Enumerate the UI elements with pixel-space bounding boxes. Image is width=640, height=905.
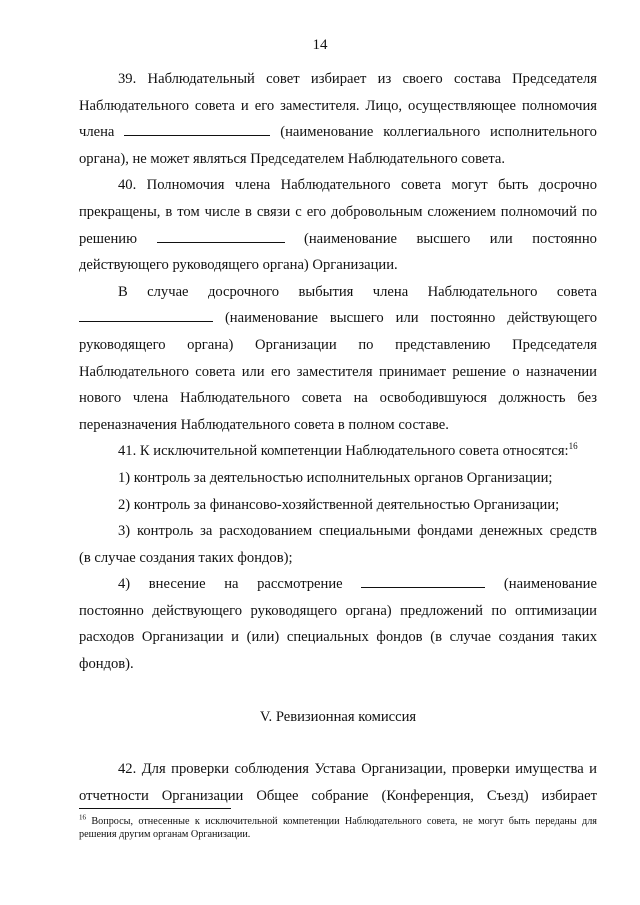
- footnote-mark: 16: [79, 813, 86, 822]
- paragraph-early-exit-line-1: В случае досрочного выбытия члена Наблюдательного совета: [118, 283, 597, 300]
- document-body: [79, 66, 597, 809]
- paragraph-41-intro-text: 41. К исключительной компетенции Наблюдательного совета относятся:: [118, 443, 569, 460]
- paragraph-40-line-4: действующего руководящего органа) Организации.: [79, 257, 398, 274]
- paragraph-42-line-2: отчетности Организации Общее собрание (Конференция, Съезд) избирает: [79, 787, 597, 804]
- paragraph-39-line-2: Наблюдательного совета и его заместителя. Лицо, осуществляющее полномочия: [79, 97, 597, 114]
- list-item-4-text: 4) внесение на рассмотрение: [118, 576, 343, 593]
- blank-field: [124, 120, 270, 136]
- paragraph-early-exit-line-2: [79, 305, 597, 332]
- list-item-4-note: (наименование: [503, 576, 597, 593]
- section-heading: V. Ревизионная комиссия: [259, 708, 417, 725]
- paragraph-early-exit-line-4: Наблюдательного совета или его заместителя принимает решение о назначении: [79, 363, 597, 380]
- page-number: 14: [312, 37, 328, 53]
- list-item-1: 1) контроль за деятельностью исполнительных органов Организации;: [118, 469, 553, 486]
- paragraph-39-line-1: 39. Наблюдательный совет избирает из своего состава Председателя: [118, 71, 597, 87]
- footnote-reference: 16: [568, 441, 578, 452]
- paragraph-40-line-2: прекращены, в том числе в связи с его добровольным сложением полномочий по: [79, 203, 597, 220]
- list-item-4-line-2: постоянно действующего руководящего органа) предложений по оптимизации: [79, 602, 597, 619]
- paragraph-early-exit-line-6: переназначения Наблюдательного совета в полном составе.: [79, 416, 449, 433]
- list-item-3-line-2: (в случае создания таких фондов);: [79, 549, 293, 566]
- list-item-4-line-3: расходов Организации и (или) специальных фондов (в случае создания таких: [79, 629, 597, 646]
- paragraph-early-exit-line-3: руководящего органа) Организации по представлению Председателя: [79, 336, 597, 353]
- paragraph-40-line-3: [79, 226, 597, 253]
- paragraph-40-note: (наименование высшего или постоянно: [303, 230, 597, 247]
- paragraph-42-line-1: 42. Для проверки соблюдения Устава Организации, проверки имущества и: [118, 761, 597, 778]
- paragraph-39-line-3: [79, 119, 597, 146]
- paragraph-39-word: члена: [79, 124, 115, 141]
- list-item-3-line-1: 3) контроль за расходованием специальными фондами денежных средств: [118, 523, 597, 540]
- list-item-2: 2) контроль за финансово-хозяйственной деятельностью Организации;: [118, 496, 560, 513]
- blank-field: [157, 227, 285, 243]
- blank-field: [361, 572, 485, 588]
- paragraph-40-line-1: 40. Полномочия члена Наблюдательного совета могут быть досрочно: [118, 177, 597, 194]
- footnote-separator: [79, 808, 231, 809]
- paragraph-39-note: (наименование коллегиального исполнительного: [280, 124, 597, 141]
- paragraph-early-exit-line-5: нового члена Наблюдательного совета на освободившуюся должность без: [79, 390, 597, 407]
- footnote: [79, 815, 597, 841]
- paragraph-40-word: решению: [79, 230, 138, 247]
- list-item-4-line-1: [79, 571, 597, 598]
- footnote-text: Вопросы, отнесенные к исключительной компетенции Наблюдательного совета, не могут быть переданы для решения другим органам Организации.: [79, 816, 597, 840]
- list-item-4-line-4: фондов).: [79, 656, 134, 673]
- blank-field: [79, 306, 213, 322]
- paragraph-39-line-4: органа), не может являться Председателем Наблюдательного совета.: [79, 150, 506, 167]
- paragraph-early-exit-note: (наименование высшего или постоянно действующего: [224, 310, 597, 327]
- paragraph-41-intro: [79, 438, 597, 465]
